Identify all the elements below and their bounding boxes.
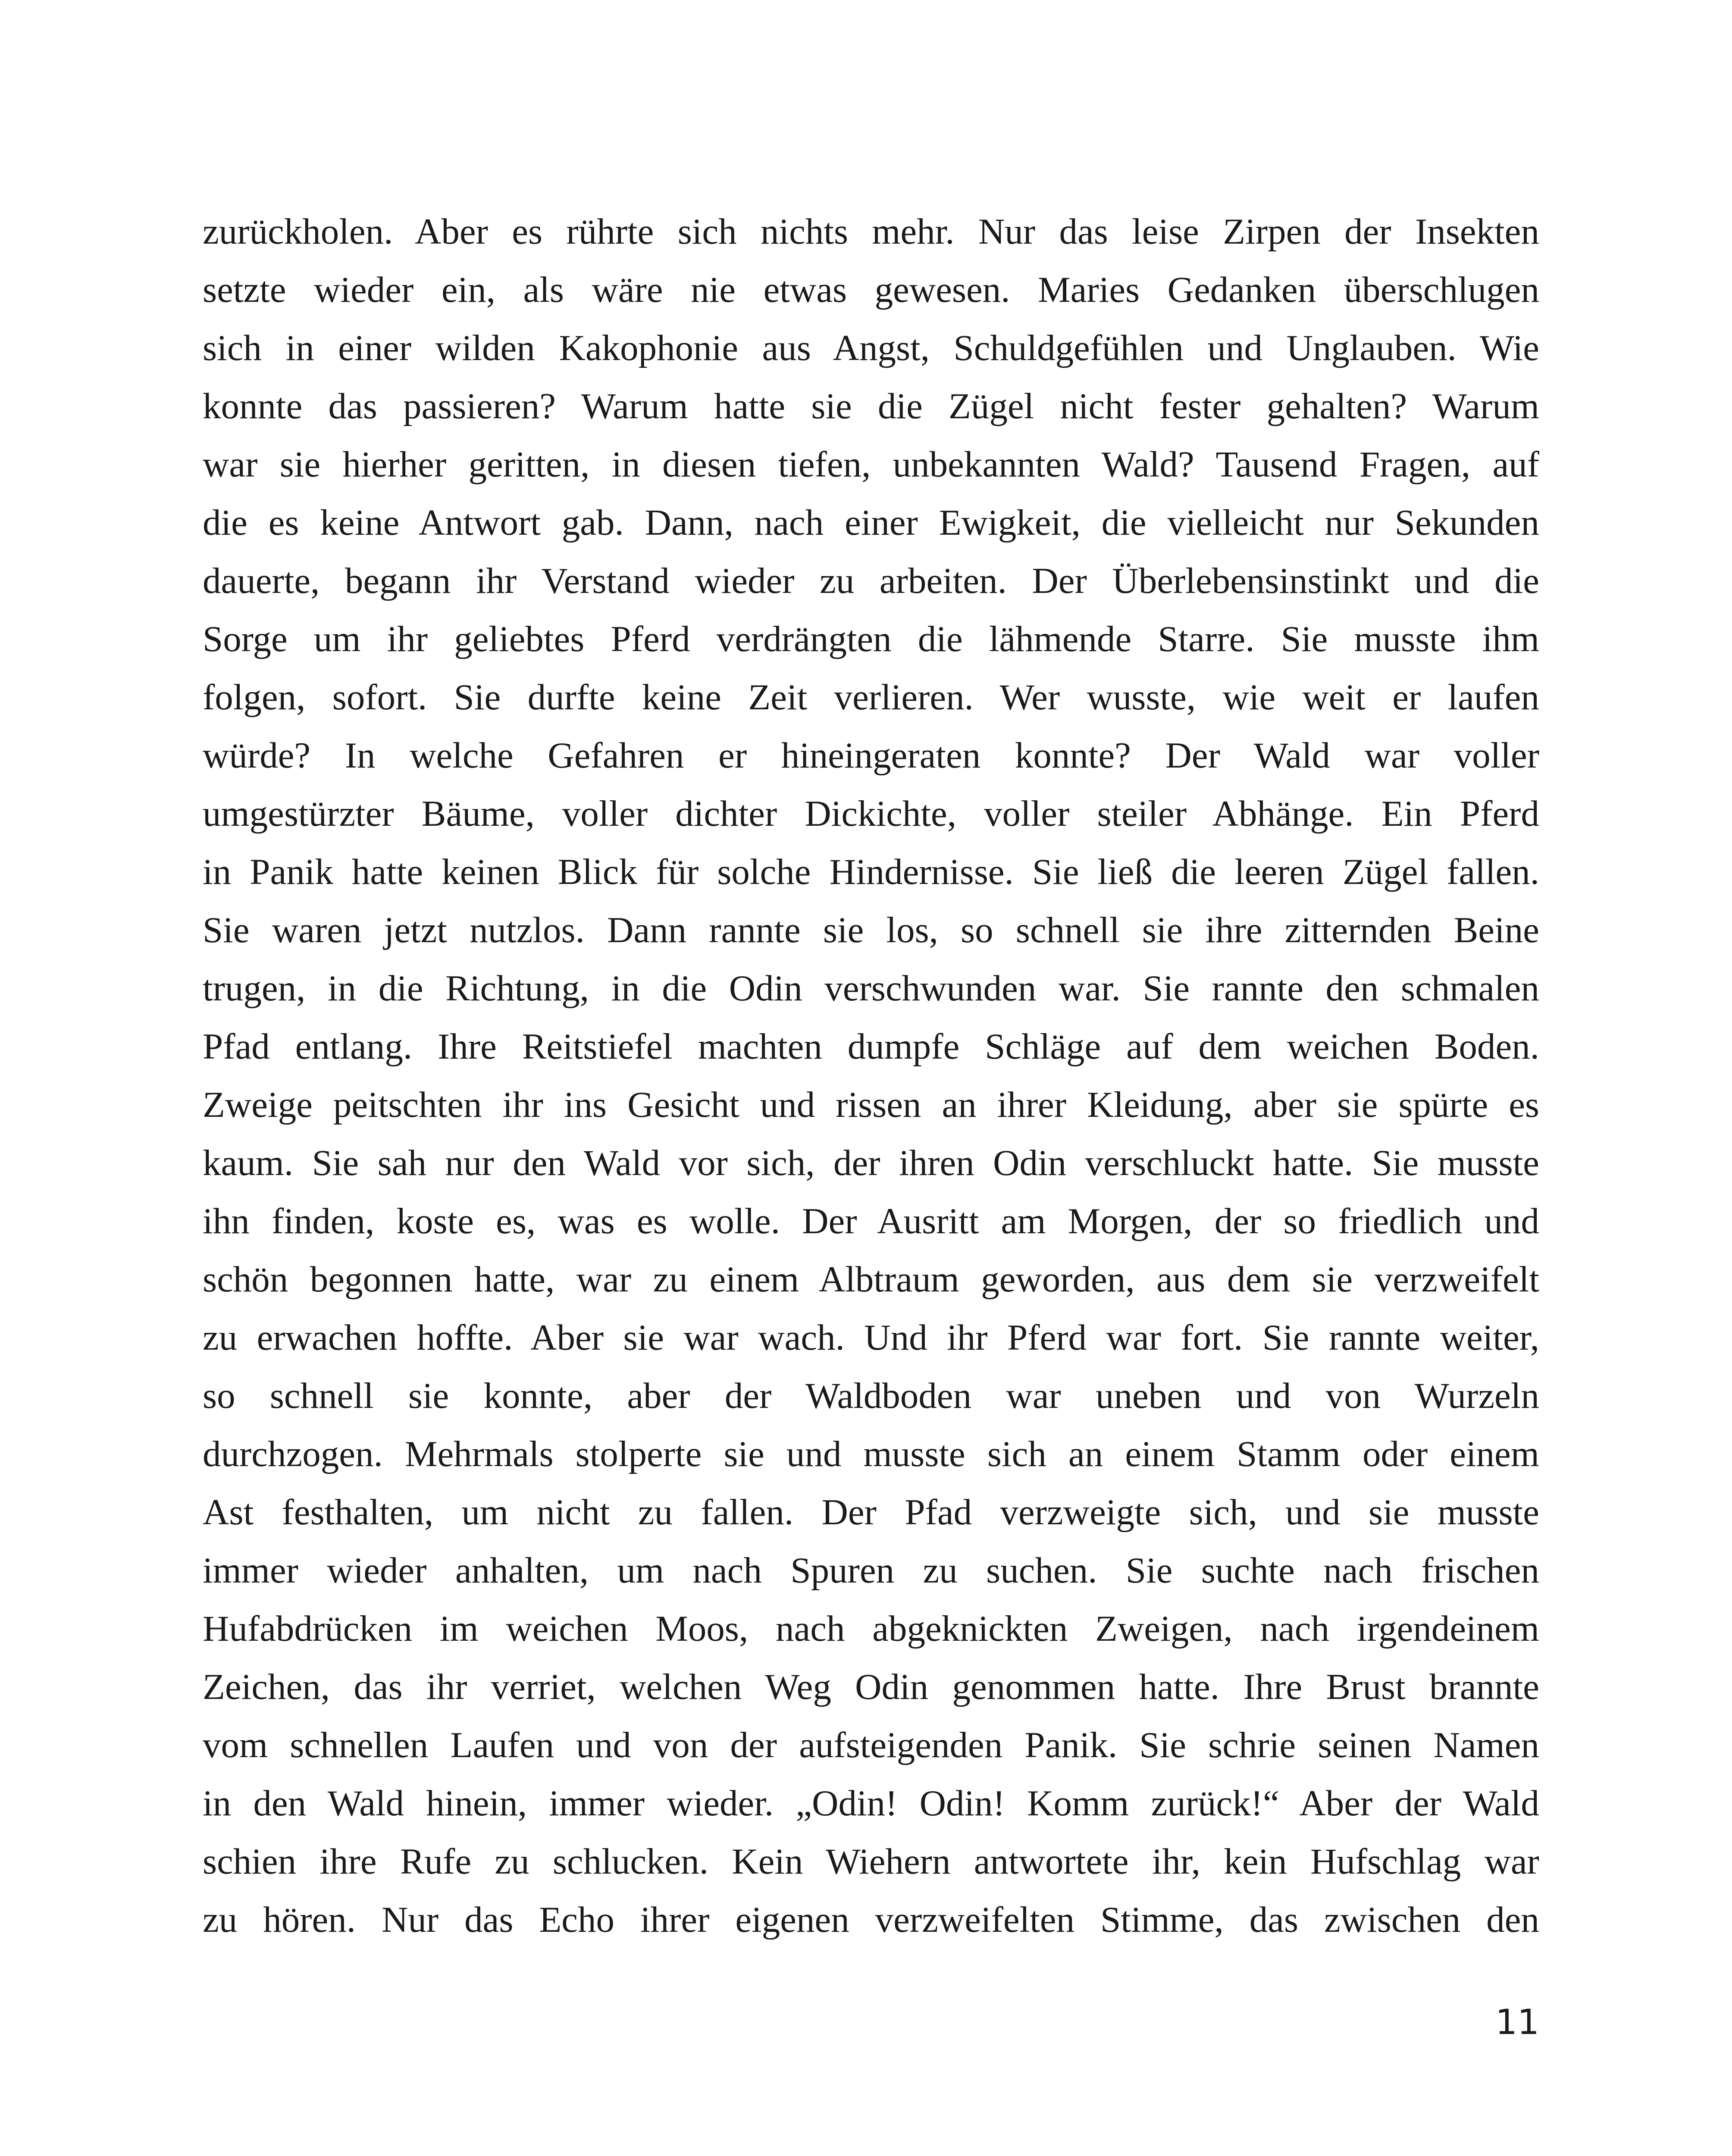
text-line: konnte das passieren? Warum hatte sie die Zügel nicht fester gehalten? Warum [203,386,1539,426]
text-line: war sie hierher geritten, in diesen tiefen, unbekannten Wald? Tausend Fragen, auf [203,444,1539,485]
text-line: Pfad entlang. Ihre Reitstiefel machten dumpfe Schläge auf dem weichen Boden. [203,1026,1539,1067]
body-text [203,203,1539,1949]
text-line: Hufabdrücken im weichen Moos, nach abgeknickten Zweigen, nach irgendeinem [203,1608,1539,1649]
text-line: immer wieder anhalten, um nach Spuren zu suchen. Sie suchte nach frischen [203,1550,1539,1591]
text-line: vom schnellen Laufen und von der aufsteigenden Panik. Sie schrie seinen Namen [203,1725,1539,1765]
text-line: in den Wald hinein, immer wieder. „Odin! Odin! Komm zurück!“ Aber der Wald [203,1783,1539,1824]
text-line: sich in einer wilden Kakophonie aus Angst, Schuldgefühlen und Unglauben. Wie [203,328,1539,368]
text-line: trugen, in die Richtung, in die Odin verschwunden war. Sie rannte den schmalen [203,968,1539,1009]
text-line: die es keine Antwort gab. Dann, nach einer Ewigkeit, die vielleicht nur Sekunden [203,502,1539,543]
text-line: in Panik hatte keinen Blick für solche Hindernisse. Sie ließ die leeren Zügel fallen. [203,852,1539,892]
text-line: setzte wieder ein, als wäre nie etwas gewesen. Maries Gedanken überschlugen [203,270,1539,310]
text-line: Zeichen, das ihr verriet, welchen Weg Odin genommen hatte. Ihre Brust brannte [203,1667,1539,1707]
text-line: zu erwachen hoffte. Aber sie war wach. Und ihr Pferd war fort. Sie rannte weiter, [203,1317,1539,1358]
text-line: ihn finden, koste es, was es wolle. Der Ausritt am Morgen, der so friedlich und [203,1201,1539,1241]
text-line: umgestürzter Bäume, voller dichter Dickichte, voller steiler Abhänge. Ein Pferd [203,793,1539,834]
text-line: dauerte, begann ihr Verstand wieder zu arbeiten. Der Überlebensinstinkt und die [203,561,1539,601]
page-number: 11 [1495,2002,1539,2042]
text-line: Sie waren jetzt nutzlos. Dann rannte sie los, so schnell sie ihre zitternden Beine [203,910,1539,950]
text-line: Sorge um ihr geliebtes Pferd verdrängten die lähmende Starre. Sie musste ihm [203,619,1539,659]
text-line: durchzogen. Mehrmals stolperte sie und musste sich an einem Stamm oder einem [203,1434,1539,1474]
text-line: zu hören. Nur das Echo ihrer eigenen verzweifelten Stimme, das zwischen den [203,1899,1539,1940]
text-line: Ast festhalten, um nicht zu fallen. Der Pfad verzweigte sich, und sie musste [203,1492,1539,1532]
text-line: Zweige peitschten ihr ins Gesicht und rissen an ihrer Kleidung, aber sie spürte es [203,1084,1539,1125]
text-line: zurückholen. Aber es rührte sich nichts mehr. Nur das leise Zirpen der Insekten [203,211,1539,252]
text-line: schien ihre Rufe zu schlucken. Kein Wiehern antwortete ihr, kein Hufschlag war [203,1841,1539,1882]
text-line: folgen, sofort. Sie durfte keine Zeit verlieren. Wer wusste, wie weit er laufen [203,677,1539,718]
text-line: kaum. Sie sah nur den Wald vor sich, der ihren Odin verschluckt hatte. Sie musste [203,1143,1539,1183]
text-line: würde? In welche Gefahren er hineingeraten konnte? Der Wald war voller [203,735,1539,776]
text-line: so schnell sie konnte, aber der Waldboden war uneben und von Wurzeln [203,1376,1539,1416]
text-line: schön begonnen hatte, war zu einem Albtraum geworden, aus dem sie verzweifelt [203,1259,1539,1300]
